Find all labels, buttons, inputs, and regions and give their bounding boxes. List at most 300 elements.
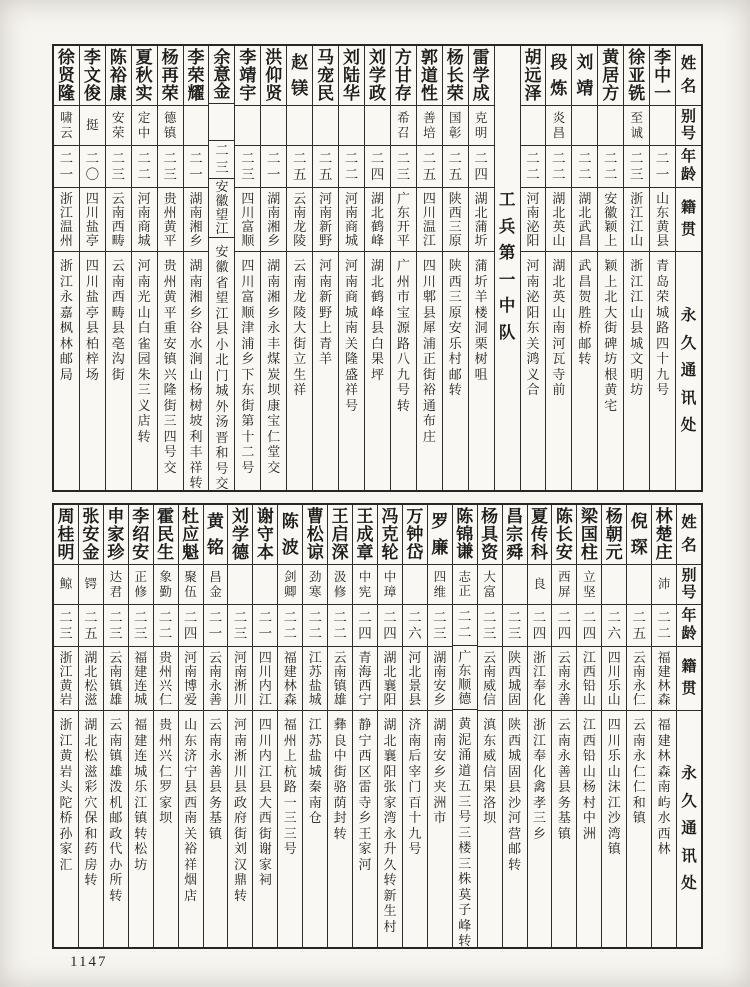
name-cell (627, 505, 651, 565)
glyph: 二 (137, 167, 151, 182)
glyph: 市 (396, 289, 410, 304)
glyph: 讯 (680, 389, 697, 407)
glyph: 第 (498, 243, 516, 262)
glyph: 四 (422, 258, 436, 273)
name-cell (106, 46, 131, 106)
age-cell (184, 146, 209, 188)
glyph: 陕 (508, 717, 522, 732)
glyph: 镇 (163, 351, 177, 366)
glyph: 王 (331, 507, 349, 527)
native-place-cell (378, 647, 402, 711)
roster-column (227, 505, 252, 947)
glyph: 建 (657, 664, 671, 679)
roster-column (203, 505, 228, 947)
roster-column (477, 505, 502, 947)
roster-column (601, 505, 626, 947)
glyph: 意 (213, 65, 231, 84)
age-cell (391, 146, 416, 188)
glyph: 陕 (508, 650, 522, 665)
address-cell (572, 252, 597, 490)
glyph: 西 (448, 205, 462, 220)
glyph: 云 (293, 258, 307, 273)
glyph: 罗 (431, 511, 449, 531)
glyph: 仁 (159, 763, 173, 779)
roster-column (597, 46, 623, 490)
alias-cell (521, 106, 546, 146)
glyph: 二 (158, 626, 173, 641)
glyph: 浙 (533, 717, 547, 732)
glyph: 河 (233, 650, 247, 665)
glyph: 川 (233, 692, 247, 707)
glyph: 队 (498, 322, 516, 342)
alias-cell (235, 106, 260, 146)
glyph: 江 (308, 650, 322, 665)
glyph: 谷 (189, 320, 203, 335)
roster-column (252, 505, 277, 947)
address-cell (287, 252, 312, 490)
glyph: 山 (630, 233, 644, 248)
glyph: 二 (233, 609, 248, 625)
glyph: 路 (396, 335, 410, 351)
glyph: 二 (318, 150, 333, 166)
roster-column (260, 46, 286, 490)
glyph: 湖 (433, 717, 447, 732)
glyph: 襄 (383, 678, 397, 693)
glyph: 坝 (159, 810, 173, 825)
glyph: 果 (483, 779, 497, 794)
glyph: 县 (408, 692, 422, 707)
glyph: 久 (680, 334, 697, 352)
roster-column (364, 46, 390, 490)
glyph: 绍 (132, 524, 150, 544)
glyph: 北 (84, 664, 98, 679)
roster-column (442, 46, 468, 490)
glyph: 松 (84, 678, 98, 693)
glyph: 城 (656, 304, 670, 320)
name-cell (132, 46, 157, 106)
glyph: 赵 (291, 52, 309, 72)
glyph: 利 (189, 428, 203, 444)
name-cell (602, 505, 626, 565)
glyph: 水 (189, 335, 203, 351)
glyph: 济 (408, 717, 422, 732)
glyph: 南 (267, 205, 281, 220)
glyph: 三 (163, 413, 177, 428)
glyph: 二 (433, 609, 447, 625)
glyph: 南 (267, 273, 281, 289)
glyph: 镇 (109, 678, 123, 693)
glyph: 贺 (578, 289, 592, 304)
glyph: 余 (213, 48, 231, 67)
native-place-cell (303, 647, 327, 711)
glyph: 珍 (107, 542, 125, 562)
glyph: 二 (134, 609, 148, 625)
glyph: 静 (358, 717, 372, 732)
name-cell (209, 46, 234, 104)
glyph: 通 (422, 397, 436, 413)
glyph: 镇 (163, 125, 177, 140)
glyph: 东 (396, 205, 410, 220)
glyph: 富 (241, 219, 255, 234)
glyph: 上 (604, 273, 618, 289)
glyph: 万 (406, 507, 424, 527)
glyph: 四 (258, 650, 272, 665)
glyph: 县 (215, 321, 229, 337)
glyph: 河 (408, 650, 422, 665)
glyph: 兴 (163, 366, 177, 382)
glyph: 固 (508, 692, 522, 707)
glyph: 营 (508, 825, 522, 841)
glyph: 二 (448, 150, 462, 166)
age-cell (158, 146, 183, 188)
glyph: 黄 (602, 48, 620, 68)
age-cell (378, 605, 402, 647)
glyph: 务 (209, 794, 223, 810)
age-cell (129, 605, 153, 647)
native-place-cell (552, 647, 576, 711)
glyph: 兵 (498, 216, 516, 236)
header-alias (676, 106, 701, 146)
glyph: 二 (333, 626, 347, 641)
glyph: 滋 (84, 692, 98, 707)
address-cell (154, 711, 178, 947)
glyph: 德 (163, 111, 177, 125)
name-cell (650, 46, 675, 106)
glyph: 二 (85, 150, 100, 166)
glyph: 爱 (184, 692, 198, 707)
glyph: 裕 (422, 382, 436, 397)
age-cell (627, 605, 651, 647)
glyph: 子 (458, 902, 472, 917)
glyph: 村 (448, 351, 462, 366)
glyph: 东 (241, 382, 255, 397)
glyph: 浙 (59, 650, 73, 665)
roster-column (571, 46, 597, 490)
glyph: 四 (258, 717, 272, 732)
name-cell (503, 505, 527, 565)
glyph: 西 (358, 748, 372, 763)
alias-cell (650, 106, 675, 146)
glyph: 铅 (582, 748, 596, 763)
alias-cell (378, 565, 402, 605)
age-cell (577, 605, 601, 647)
glyph: 二 (604, 167, 618, 182)
glyph: 楚 (655, 524, 673, 544)
glyph: 建 (657, 732, 671, 748)
glyph: 湾 (607, 825, 621, 841)
glyph: 树 (189, 397, 203, 413)
glyph: 株 (458, 871, 472, 886)
glyph: 交 (267, 459, 281, 475)
glyph: 丰 (189, 444, 203, 459)
alias-cell (624, 106, 649, 146)
name-cell (80, 46, 105, 106)
age-cell (79, 605, 103, 647)
header-name (677, 505, 701, 565)
glyph: 岱 (406, 542, 424, 562)
glyph: 封 (333, 810, 347, 825)
glyph: 安 (215, 243, 229, 259)
glyph: 龄 (681, 626, 697, 642)
name-cell (443, 46, 468, 106)
address-cell (528, 711, 552, 947)
glyph: 二 (482, 609, 497, 625)
glyph: 龙 (293, 289, 307, 304)
name-cell (79, 505, 103, 565)
glyph: 州 (396, 273, 410, 289)
glyph: 浙 (59, 258, 73, 273)
glyph: 陵 (293, 233, 307, 248)
native-place-cell (287, 188, 312, 252)
glyph: 穴 (84, 794, 98, 810)
glyph: 县 (111, 320, 125, 335)
glyph: 顺 (241, 304, 255, 320)
glyph: 梁 (580, 507, 598, 527)
glyph: 谢 (258, 841, 272, 856)
glyph: 西 (258, 810, 272, 825)
glyph: 转 (333, 825, 347, 841)
glyph: 永 (209, 748, 223, 763)
glyph: 东 (483, 732, 497, 748)
roster-column (576, 505, 601, 947)
glyph: 温 (59, 219, 73, 234)
glyph: 乡 (189, 304, 203, 320)
glyph: 湘 (267, 219, 281, 234)
glyph: 南 (526, 273, 540, 289)
roster-column (651, 505, 676, 947)
glyph: 王 (358, 825, 372, 841)
glyph: 城 (137, 233, 151, 248)
glyph: 交 (163, 459, 177, 475)
glyph: 代 (109, 841, 123, 856)
glyph: 昌 (552, 125, 566, 140)
glyph: 谅 (306, 542, 324, 562)
glyph: 〇 (85, 167, 100, 182)
glyph: 广 (396, 191, 410, 206)
glyph: 中 (582, 810, 596, 825)
glyph: 四 (241, 258, 255, 273)
glyph: 三 (629, 167, 644, 182)
glyph: 商 (137, 219, 151, 234)
glyph: 夹 (433, 779, 447, 794)
glyph: 小 (215, 336, 229, 352)
glyph: 二 (59, 609, 73, 625)
glyph: 浙 (630, 258, 644, 273)
glyph: 大 (483, 570, 496, 584)
glyph: 杭 (283, 763, 297, 779)
glyph: 县 (422, 304, 436, 320)
address-cell (54, 711, 78, 947)
glyph: 宝 (267, 413, 281, 428)
alias-cell (287, 106, 312, 146)
header-native (676, 188, 701, 252)
glyph: 川 (241, 205, 255, 220)
glyph: 蒲 (474, 219, 488, 234)
glyph: 坚 (583, 584, 596, 599)
glyph: 永 (680, 307, 697, 325)
glyph: 四 (607, 717, 621, 732)
glyph: 仓 (308, 810, 322, 825)
native-place-cell (365, 188, 390, 252)
glyph: 再 (161, 65, 179, 85)
glyph: 五 (448, 167, 462, 182)
native-place-cell (184, 188, 209, 252)
address-cell (365, 252, 390, 490)
native-place-cell (328, 647, 352, 711)
glyph: 胡 (524, 48, 542, 68)
age-cell (132, 146, 157, 188)
glyph: 林 (59, 335, 73, 351)
glyph: 徐 (57, 48, 75, 68)
glyph: 李 (132, 507, 150, 527)
glyph: 盐 (85, 289, 99, 304)
glyph: 章 (356, 542, 374, 562)
glyph: 新 (319, 219, 333, 234)
glyph: 畴 (111, 233, 125, 248)
alias-cell (602, 565, 626, 605)
glyph: 处 (681, 875, 697, 893)
glyph: 街 (111, 366, 125, 382)
glyph: 南 (109, 732, 123, 748)
glyph: 山 (582, 692, 596, 707)
glyph: 西 (111, 219, 125, 234)
glyph: 宁 (184, 763, 198, 779)
glyph: 野 (319, 233, 333, 248)
glyph: 南 (408, 732, 422, 748)
glyph: 转 (189, 475, 203, 490)
glyph: 郭 (420, 48, 438, 68)
glyph: 二 (111, 150, 125, 166)
glyph: 雄 (109, 692, 123, 707)
glyph: 守 (256, 524, 274, 544)
glyph: 街 (604, 320, 618, 335)
glyph: 学 (231, 524, 249, 544)
glyph: 北 (383, 664, 397, 679)
glyph: 倪 (630, 511, 648, 531)
glyph: 山 (607, 763, 621, 779)
glyph: 青 (358, 650, 372, 665)
glyph: 秦 (308, 779, 322, 794)
glyph: 二 (267, 150, 281, 166)
glyph: 二 (557, 609, 572, 625)
glyph: 文 (83, 65, 101, 85)
glyph: 剑 (284, 570, 297, 584)
alias-cell (54, 565, 78, 605)
glyph: 李 (187, 48, 205, 68)
glyph: 林 (655, 507, 673, 527)
alias-cell (417, 106, 442, 146)
age-cell (428, 605, 452, 647)
glyph: 胜 (578, 304, 592, 320)
glyph: 康 (109, 83, 127, 103)
glyph: 西 (448, 273, 462, 289)
age-cell (261, 146, 286, 188)
glyph: 四 (183, 626, 198, 641)
glyph: 犀 (422, 320, 436, 335)
glyph: 李 (239, 48, 257, 68)
name-cell (204, 505, 228, 565)
glyph: 中 (137, 125, 151, 140)
address-cell (453, 710, 477, 947)
name-cell (428, 505, 452, 565)
glyph: 二 (552, 167, 566, 182)
native-place-cell (572, 188, 597, 252)
glyph: 义 (526, 366, 540, 382)
glyph: 永 (383, 825, 397, 841)
glyph: 祥 (189, 459, 203, 475)
address-cell (80, 252, 105, 490)
address-cell (391, 252, 416, 490)
glyph: 通 (681, 820, 697, 838)
glyph: 存 (394, 83, 412, 103)
name-cell (158, 46, 183, 106)
alias-cell (204, 565, 228, 605)
glyph: 河 (137, 258, 151, 273)
glyph: 二 (396, 150, 411, 166)
glyph: 北 (370, 205, 384, 220)
glyph: 山 (582, 763, 596, 779)
alias-cell (184, 106, 209, 146)
glyph: 夏 (135, 48, 153, 68)
glyph: 转 (134, 825, 148, 841)
glyph: 沙 (508, 794, 522, 810)
glyph: 江 (533, 732, 547, 748)
glyph: 龄 (681, 167, 697, 183)
glyph: 内 (258, 678, 272, 693)
glyph: 镇 (557, 825, 571, 841)
native-place-cell (469, 188, 494, 252)
glyph: 隆 (57, 83, 75, 103)
roster-column (208, 46, 234, 490)
glyph: 祥 (184, 856, 198, 872)
roster-column (468, 46, 494, 490)
name-cell (378, 505, 402, 565)
glyph: 江 (533, 664, 547, 679)
glyph: 泌 (526, 289, 540, 304)
glyph: 乡 (433, 763, 447, 779)
glyph: 保 (84, 810, 98, 825)
glyph: 洲 (582, 825, 596, 841)
alias-cell (652, 565, 676, 605)
glyph: 英 (552, 289, 566, 304)
glyph: 三 (458, 824, 472, 840)
alias-cell (179, 565, 203, 605)
glyph: 良 (333, 732, 347, 748)
native-place-cell (228, 647, 252, 711)
glyph: 所 (109, 872, 123, 887)
glyph: 久 (681, 792, 697, 810)
age-cell (54, 605, 78, 647)
glyph: 仁 (632, 779, 646, 794)
glyph: 禽 (533, 779, 547, 794)
glyph: 二 (59, 150, 74, 166)
glyph: 卿 (284, 584, 297, 599)
glyph: 镁 (291, 79, 309, 99)
header-address (677, 711, 701, 947)
glyph: 永 (632, 678, 646, 693)
glyph: 东 (184, 732, 198, 748)
glyph: 云 (209, 650, 223, 665)
glyph: 仁 (267, 428, 281, 444)
glyph: 南 (345, 205, 359, 220)
native-place-cell (353, 647, 377, 711)
glyph: 贵 (159, 650, 173, 665)
glyph: 舜 (506, 542, 524, 562)
glyph: 河 (137, 191, 151, 206)
glyph: 下 (241, 366, 255, 382)
glyph: 大 (293, 320, 307, 335)
glyph: 二 (308, 609, 322, 625)
